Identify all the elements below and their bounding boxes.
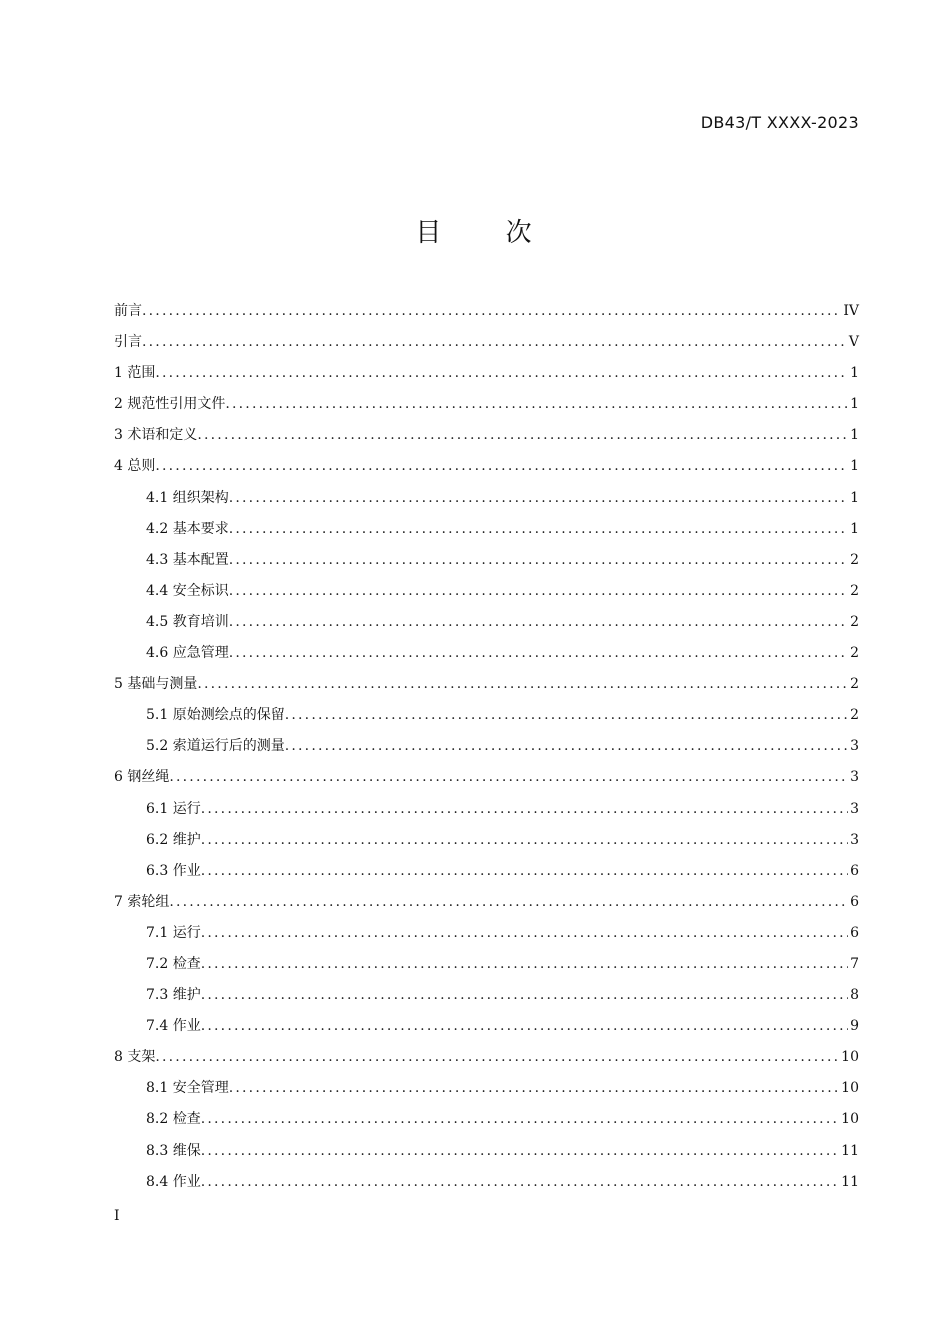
toc-entry[interactable] (114, 918, 859, 949)
toc-entry[interactable] (114, 762, 859, 793)
toc-entry-page: 1 (850, 458, 859, 475)
toc-entry-page: 1 (850, 427, 859, 444)
toc-leader-dots (142, 327, 847, 358)
toc-entry-label: 4.4 安全标识 (146, 582, 229, 599)
toc-leader-dots (229, 638, 848, 669)
toc-entry[interactable] (114, 545, 859, 576)
toc-entry-page: 3 (850, 800, 859, 817)
toc-leader-dots (142, 296, 841, 327)
toc-entry-label: 5.1 原始测绘点的保留 (146, 707, 285, 724)
toc-entry-page: 1 (850, 520, 859, 537)
toc-entry-page: 2 (850, 613, 859, 630)
toc-leader-dots (201, 794, 848, 825)
toc-entry-page: 6 (850, 924, 859, 941)
toc-entry[interactable] (114, 576, 859, 607)
toc-entry-page: 3 (850, 738, 859, 755)
toc-entry[interactable] (114, 1042, 859, 1073)
toc-entry[interactable] (114, 731, 859, 762)
toc-entry-page: 11 (841, 1142, 859, 1159)
toc-leader-dots (155, 358, 848, 389)
toc-entry[interactable] (114, 825, 859, 856)
toc-entry-page: 1 (850, 396, 859, 413)
toc-leader-dots (197, 669, 848, 700)
toc-entry-label: 6.3 作业 (146, 862, 201, 879)
toc-entry-label: 7.3 维护 (146, 987, 201, 1004)
toc-leader-dots (201, 825, 848, 856)
toc-entry-label: 4.3 基本配置 (146, 551, 229, 568)
toc-entry-label: 4.1 组织架构 (146, 489, 229, 506)
toc-entry[interactable] (114, 856, 859, 887)
toc-entry[interactable] (114, 1073, 859, 1104)
toc-entry-label: 4.6 应急管理 (146, 645, 229, 662)
toc-entry[interactable] (114, 669, 859, 700)
toc-leader-dots (229, 514, 848, 545)
toc-leader-dots (229, 576, 848, 607)
toc-entry-page: IV (843, 303, 859, 319)
toc-leader-dots (169, 887, 848, 918)
toc-entry-label: 6.1 运行 (146, 800, 201, 817)
toc-leader-dots (229, 483, 848, 514)
toc-entry-label: 7.2 检查 (146, 955, 201, 972)
toc-leader-dots (201, 1011, 848, 1042)
toc-entry-label: 2 规范性引用文件 (114, 396, 226, 413)
toc-entry-page: 2 (850, 707, 859, 724)
toc-entry[interactable] (114, 1104, 859, 1135)
toc-entry[interactable] (114, 887, 859, 918)
toc-entry-label: 前言 (114, 303, 142, 319)
table-of-contents (114, 296, 859, 1198)
toc-entry-label: 4.2 基本要求 (146, 520, 229, 537)
toc-entry-page: 2 (850, 582, 859, 599)
toc-leader-dots (225, 389, 848, 420)
toc-entry-label: 引言 (114, 334, 142, 351)
toc-entry-label: 7 索轮组 (114, 893, 170, 910)
toc-entry-page: 6 (850, 862, 859, 879)
toc-entry-page: 3 (850, 831, 859, 848)
toc-entry[interactable] (114, 1167, 859, 1198)
toc-entry-label: 8.3 维保 (146, 1142, 201, 1159)
toc-entry-label: 6.2 维护 (146, 831, 201, 848)
toc-entry[interactable] (114, 483, 859, 514)
toc-entry[interactable] (114, 358, 859, 389)
toc-entry-page: 6 (850, 893, 859, 910)
toc-entry-page: 8 (850, 987, 859, 1004)
toc-entry[interactable] (114, 451, 859, 482)
toc-leader-dots (229, 1073, 839, 1104)
toc-entry-page: 2 (850, 645, 859, 662)
toc-entry-page: 9 (850, 1018, 859, 1035)
toc-entry-label: 7.4 作业 (146, 1018, 201, 1035)
toc-leader-dots (201, 856, 848, 887)
toc-leader-dots (169, 762, 848, 793)
footer-page-number: I (114, 1208, 120, 1224)
toc-leader-dots (229, 607, 848, 638)
toc-entry-label: 1 范围 (114, 365, 156, 382)
toc-entry-page: 11 (841, 1173, 859, 1190)
toc-entry[interactable] (114, 389, 859, 420)
toc-entry-label: 8.2 检查 (146, 1111, 201, 1128)
toc-entry-label: 3 术语和定义 (114, 427, 198, 444)
toc-entry-label: 6 钢丝绳 (114, 769, 170, 786)
toc-leader-dots (285, 731, 848, 762)
toc-entry-page: 10 (841, 1111, 859, 1128)
toc-entry-page: 2 (850, 676, 859, 693)
toc-entry-label: 4 总则 (114, 458, 156, 475)
toc-entry[interactable] (114, 1136, 859, 1167)
toc-entry-label: 8 支架 (114, 1049, 156, 1066)
toc-leader-dots (229, 545, 848, 576)
toc-leader-dots (285, 700, 848, 731)
toc-entry-label: 8.4 作业 (146, 1173, 201, 1190)
toc-entry-page: V (848, 334, 859, 351)
toc-leader-dots (201, 918, 848, 949)
toc-entry-page: 10 (841, 1049, 859, 1066)
toc-leader-dots (197, 420, 848, 451)
toc-entry[interactable] (114, 700, 859, 731)
toc-entry[interactable] (114, 607, 859, 638)
toc-entry-page: 1 (850, 365, 859, 382)
toc-leader-dots (201, 1104, 839, 1135)
toc-entry[interactable] (114, 794, 859, 825)
toc-entry-page: 7 (850, 955, 859, 972)
page-title: 目 次 (415, 218, 560, 248)
toc-leader-dots (201, 1136, 839, 1167)
toc-entry[interactable] (114, 980, 859, 1011)
toc-entry-label: 5.2 索道运行后的测量 (146, 738, 285, 755)
toc-entry[interactable] (114, 949, 859, 980)
toc-leader-dots (155, 1042, 839, 1073)
toc-entry-page: 1 (850, 489, 859, 506)
toc-entry-label: 7.1 运行 (146, 924, 201, 941)
toc-entry[interactable] (114, 1011, 859, 1042)
toc-entry-page: 10 (841, 1080, 859, 1097)
toc-leader-dots (201, 980, 848, 1011)
toc-leader-dots (155, 451, 848, 482)
toc-entry[interactable] (114, 420, 859, 451)
toc-entry[interactable] (114, 514, 859, 545)
toc-entry-page: 2 (850, 551, 859, 568)
document-code: DB43/T XXXX-2023 (700, 113, 859, 132)
toc-entry[interactable] (114, 327, 859, 358)
toc-entry[interactable] (114, 296, 859, 327)
toc-leader-dots (201, 949, 848, 980)
toc-leader-dots (201, 1167, 839, 1198)
toc-entry-label: 8.1 安全管理 (146, 1080, 229, 1097)
toc-entry[interactable] (114, 638, 859, 669)
toc-entry-page: 3 (850, 769, 859, 786)
toc-entry-label: 5 基础与测量 (114, 676, 198, 693)
toc-entry-label: 4.5 教育培训 (146, 613, 229, 630)
